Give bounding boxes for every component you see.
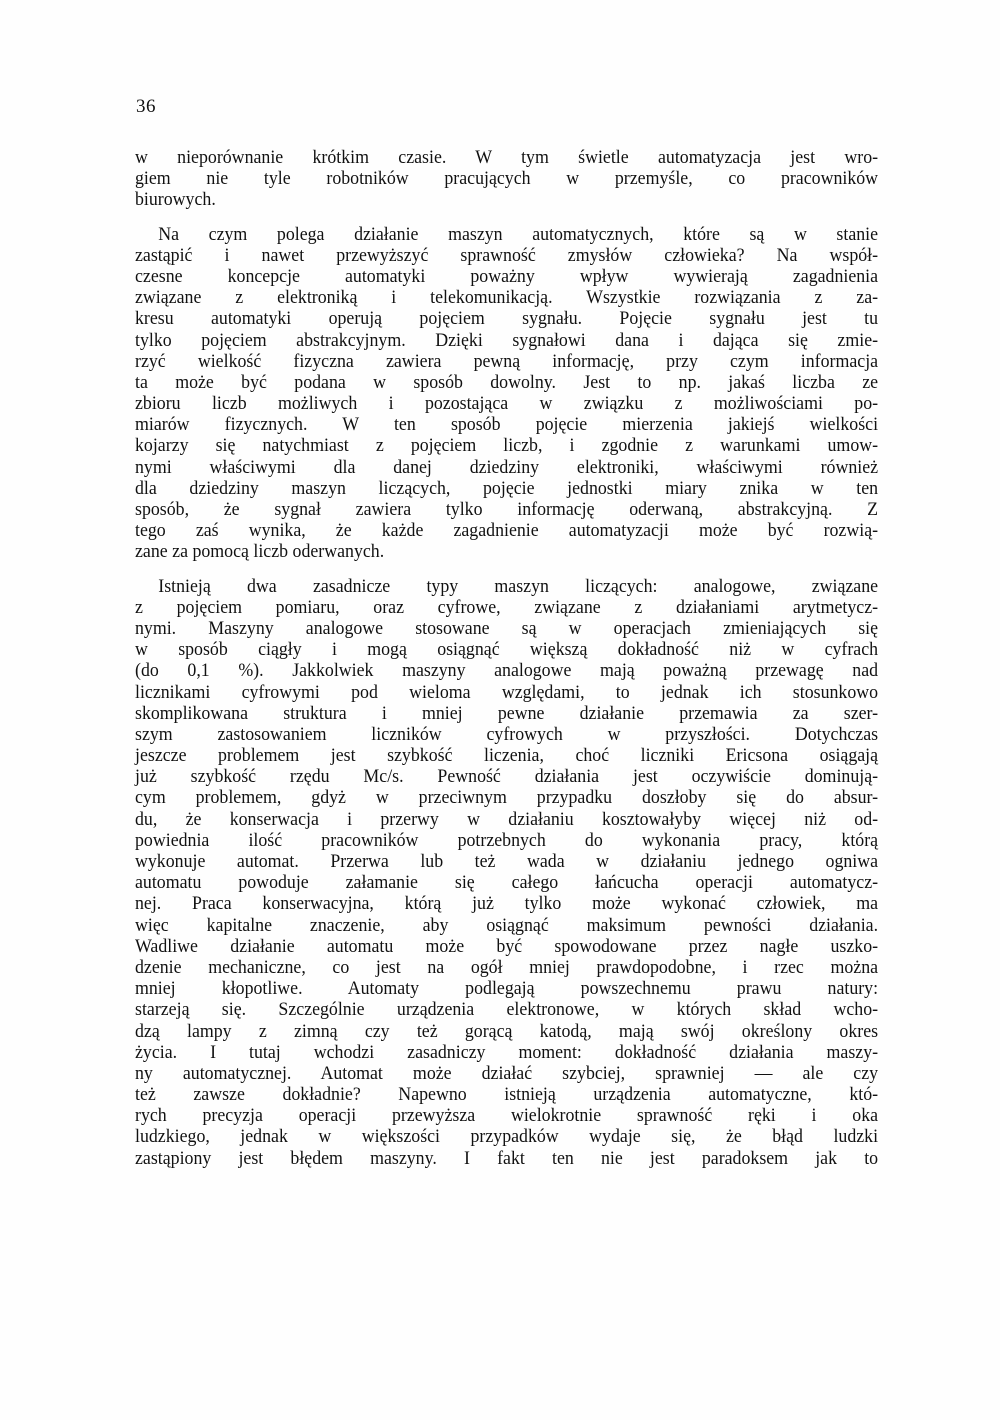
text-line: tego zaś wynika, że każde zagadnienie automatyzacji może być rozwią- <box>135 520 879 542</box>
text-line: cym problemem, gdyż w przeciwnym przypadku doszłoby się do absur- <box>135 787 879 809</box>
text-line: biurowych. <box>135 189 216 211</box>
text-line: jeszcze problemem jest szybkość liczenia, choć liczniki Ericsona osiągają <box>135 745 879 767</box>
text-line: z pojęciem pomiaru, oraz cyfrowe, związane z działaniami arytmetycz- <box>135 596 879 618</box>
body-text <box>135 147 878 1169</box>
text-line: zastąpiony jest błędem maszyny. I fakt ten nie jest paradoksem jak to <box>135 1147 879 1169</box>
text-line: czesne koncepcje automatyki poważny wpływ wywierają zagadnienia <box>135 265 879 287</box>
text-line: ny automatycznej. Automat może działać szybciej, sprawniej — ale czy <box>135 1062 879 1084</box>
text-line: giem nie tyle robotników pracujących w przemyśle, co pracowników <box>135 168 879 190</box>
text-line: więc kapitalne znaczenie, aby osiągnąć maksimum pewności działania. <box>135 914 879 936</box>
paragraph <box>135 224 878 563</box>
text-line: powiednia ilość pracowników potrzebnych do wykonania pracy, którą <box>135 829 879 851</box>
text-line: szym zastosowaniem liczników cyfrowych w przyszłości. Dotychczas <box>135 723 879 745</box>
text-line: zastąpić i nawet przewyższyć sprawność zmysłów człowieka? Na współ- <box>135 244 879 266</box>
text-line: zane za pomocą liczb oderwanych. <box>135 541 385 563</box>
text-line: też zawsze dokładnie? Napewno istnieją urządzenia automatyczne, któ- <box>135 1084 879 1106</box>
text-line: nymi właściwymi dla danej dziedziny elektroniki, właściwymi również <box>135 456 879 478</box>
text-line: ludzkiego, jednak w większości przypadków wydaje się, że błąd ludzki <box>135 1126 879 1148</box>
text-line: w sposób ciągły i mogą osiągnąć większą dokładność niż w cyfrach <box>135 639 879 661</box>
text-line: zbioru liczb możliwych i pozostająca w związku z możliwościami po- <box>135 393 879 415</box>
text-line: ta może być podana w sposób dowolny. Jest to np. jakaś liczba ze <box>135 371 879 393</box>
text-line: Na czym polega działanie maszyn automatycznych, które są w stanie <box>158 223 879 245</box>
text-line: Istnieją dwa zasadnicze typy maszyn liczących: analogowe, związane <box>158 575 879 597</box>
text-line: kresu automatyki operują pojęciem sygnału. Pojęcie sygnału jest tu <box>135 308 879 330</box>
text-line: w nieporównanie krótkim czasie. W tym świetle automatyzacja jest wro- <box>135 147 879 168</box>
text-line: licznikami cyfrowymi pod wieloma względami, to jednak ich stosunkowo <box>135 681 879 703</box>
text-line: sposób, że sygnał zawiera tylko informację oderwaną, abstrakcyjną. Z <box>135 499 879 520</box>
text-line: Wadliwe działanie automatu może być spowodowane przez nagłe uszko- <box>135 935 879 957</box>
text-line: mniej kłopotliwe. Automaty podlegają powszechnemu prawu natury: <box>135 978 879 1000</box>
text-line: dzenie mechaniczne, co jest na ogół mniej prawdopodobne, i rzec można <box>135 956 879 978</box>
text-line: wykonuje automat. Przerwa lub też wada w działaniu jednego ogniwa <box>135 851 879 872</box>
text-line: życia. I tutaj wchodzi zasadniczy moment: dokładność działania maszy- <box>135 1041 879 1063</box>
page-number: 36 <box>136 96 156 117</box>
text-line: miarów fizycznych. W ten sposób pojęcie mierzenia jakiejś wielkości <box>135 414 879 436</box>
text-line: dla dziedziny maszyn liczących, pojęcie jednostki miary znika w ten <box>135 477 879 499</box>
text-line: kojarzy się natychmiast z pojęciem liczb, i zgodnie z warunkami umow- <box>135 435 879 457</box>
text-line: nej. Praca konserwacyjna, którą już tylko może wykonać człowiek, ma <box>135 893 879 915</box>
text-line: du, że konserwacja i przerwy w działaniu kosztowałyby więcej niż od- <box>135 808 879 830</box>
text-line: tylko pojęciem abstrakcyjnym. Dzięki sygnałowi dana i dająca się zmie- <box>135 329 879 351</box>
paragraph <box>135 147 878 211</box>
text-line: automatu powoduje załamanie się całego łańcucha operacji automatycz- <box>135 872 879 894</box>
text-line: związane z elektroniką i telekomunikacją. Wszystkie rozwiązania z za- <box>135 287 879 309</box>
text-line: starzeją się. Szczególnie urządzenia elektronowe, w których skład wcho- <box>135 999 879 1021</box>
text-line: już szybkość rzędu Mc/s. Pewność działania jest oczywiście dominują- <box>135 766 879 788</box>
text-line: rych precyzja operacji przewyższa wielokrotnie sprawność ręki i oka <box>135 1105 879 1127</box>
text-line: rzyć wielkość fizyczna zawiera pewną informację, przy czym informacja <box>135 350 879 372</box>
text-line: nymi. Maszyny analogowe stosowane są w operacjach zmieniających się <box>135 617 879 639</box>
text-line: skomplikowana struktura i mniej pewne działanie przemawia za szer- <box>135 702 879 724</box>
text-line: (do 0,1 %). Jakkolwiek maszyny analogowe mają poważną przewagę nad <box>135 660 879 682</box>
paragraph <box>135 576 878 1169</box>
text-line: dzą lampy z zimną czy też gorącą katodą, mają swój określony okres <box>135 1020 879 1042</box>
